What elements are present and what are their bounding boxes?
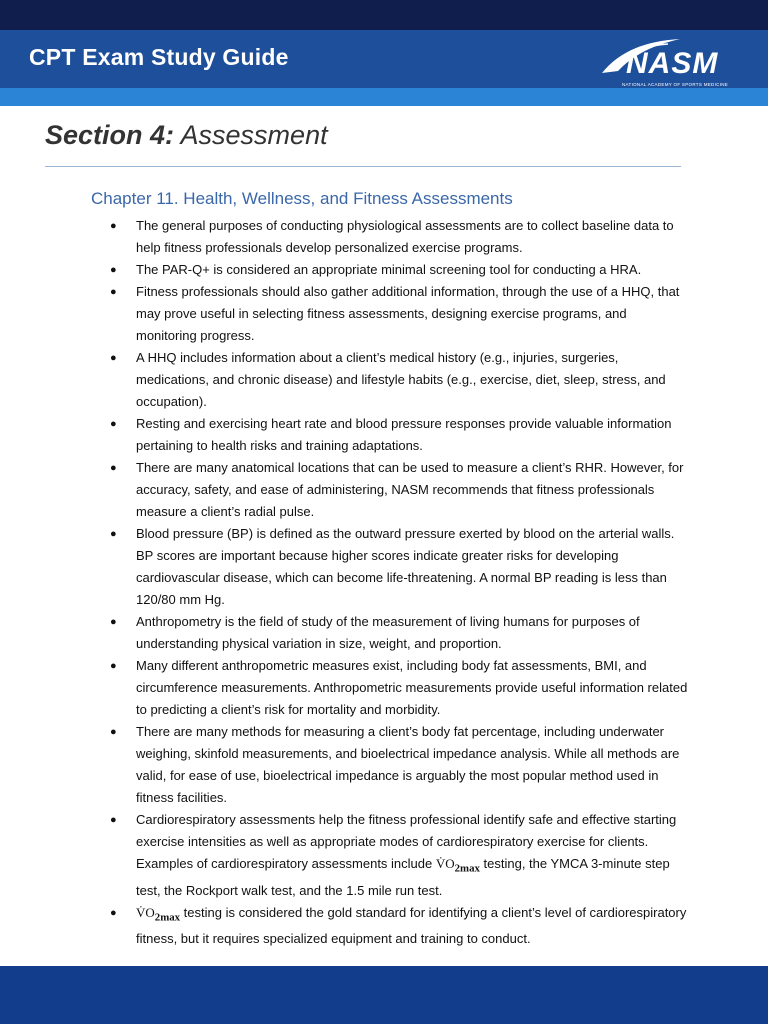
bullet-icon: ● [110,660,117,672]
bullet-icon: ● [110,418,117,430]
section-name: Assessment [180,120,328,150]
section-label: Section 4: [45,120,175,150]
list-item: ● There are many methods for measuring a client’s body fat percentage, including underwater weighing, skinfold measurements, and bioelectrical impedance analysis. While all methods are valid, for ease of use, bioelectrical impedance is arguably the most popular method used in fitness facilities. [110,721,690,809]
list-item: ● The general purposes of conducting physiological assessments are to collect baseline data to help fitness professionals develop personalized exercise programs. [110,215,690,259]
vo2max-symbol: $V̇O_{2max}$ [136,904,181,924]
chapter-heading: Chapter 11. Health, Wellness, and Fitness Assessments [91,189,513,208]
nasm-logo [598,35,740,91]
list-item: ● Many different anthropometric measures exist, including body fat assessments, BMI, and circumference measurements. Anthropometric measurements provide useful information related to predicting a client’s risk for mortality and morbidity. [110,655,690,721]
bullet-icon: ● [110,220,117,232]
header-banner [0,0,768,106]
section-divider [45,166,681,167]
bullet-icon: ● [110,906,117,919]
list-item: ● Anthropometry is the field of study of the measurement of living humans for purposes of understanding physical variation in size, weight, and proportion. [110,611,690,655]
logo-subtext: NATIONAL ACADEMY OF SPORTS MEDICINE [622,82,729,87]
bullet-icon: ● [110,726,117,738]
bullet-list [110,215,690,950]
bullet-icon: ● [110,814,117,826]
list-item: ● Cardiorespiratory assessments help the fitness professional identify safe and effective starting exercise intensities as well as appropriate modes of cardiorespiratory exercise for clients. Examples of cardiorespiratory assessments include $V̇O_{2max}$ testing, the YMCA 3-minute step test, the Rockport walk test, and the 1.5 mile run test. [110,809,690,902]
header-top-stripe [0,0,768,30]
bullet-icon: ● [110,462,117,474]
bullet-icon: ● [110,352,117,364]
list-item: ● Resting and exercising heart rate and blood pressure responses provide valuable information pertaining to health risks and training adaptations. [110,413,690,457]
list-item: ● The PAR-Q+ is considered an appropriate minimal screening tool for conducting a HRA. [110,259,690,281]
list-item: ● Blood pressure (BP) is defined as the outward pressure exerted by blood on the arterial walls. BP scores are important because higher scores indicate greater risks for developing cardiovascular disease, which can become life-threatening. A normal BP reading is less than 120/80 mm Hg. [110,523,690,611]
guide-title: CPT Exam Study Guide [29,44,289,70]
list-item: ● $V̇O_{2max}$ testing is considered the gold standard for identifying a client’s level of cardiorespiratory fitness, but it requires specialized equipment and training to conduct. [110,902,690,951]
bullet-icon: ● [110,286,117,298]
list-item: ● A HHQ includes information about a client’s medical history (e.g., injuries, surgeries, medications, and chronic disease) and lifestyle habits (e.g., exercise, diet, sleep, stress, and occupation). [110,347,690,413]
bullet-icon: ● [110,528,117,540]
vo2max-symbol: $V̇O_{2max}$ [435,856,480,875]
list-item: ● There are many anatomical locations that can be used to measure a client’s RHR. However, for accuracy, safety, and ease of administering, NASM recommends that fitness professionals measure a client’s radial pulse. [110,457,690,523]
bullet-icon: ● [110,616,117,628]
logo-wordmark: NASM [626,47,719,80]
list-item: ● Fitness professionals should also gather additional information, through the use of a HHQ, that may prove useful in selecting fitness assessments, designing exercise programs, and monitoring progress. [110,281,690,347]
section-title [45,120,328,151]
bullet-icon: ● [110,264,117,276]
footer-banner [0,966,768,1024]
